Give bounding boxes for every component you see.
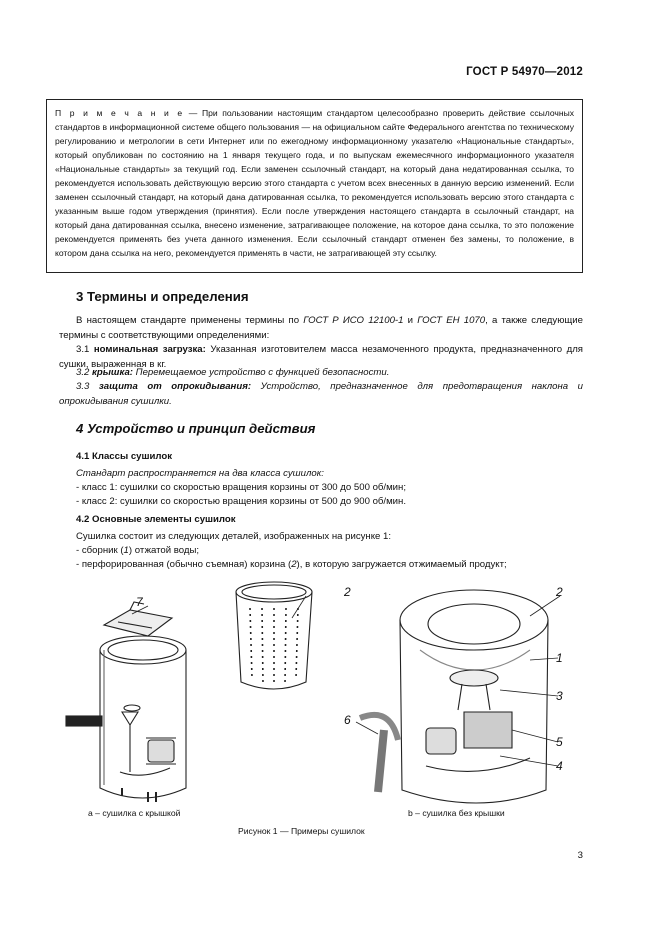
callout-3: 3 bbox=[556, 689, 563, 703]
dryer-without-lid-drawing bbox=[360, 590, 548, 803]
section-4-2-intro: Сушилка состоит из следующих деталей, изображенных на рисунке 1: bbox=[76, 531, 392, 542]
page-number: 3 bbox=[577, 850, 583, 861]
section-4-2-heading: 4.2 Основные элементы сушилок bbox=[76, 514, 236, 525]
dryer-with-lid-drawing bbox=[66, 602, 186, 802]
dryer-figure bbox=[60, 580, 590, 810]
basket-drawing bbox=[236, 582, 312, 689]
standard-code: ГОСТ Р 54970—2012 bbox=[466, 66, 583, 78]
callout-2-dryer: 2 bbox=[556, 585, 563, 599]
term-3-2: 3.2 крышка: Перемещаемое устройство с функцией безопасности. bbox=[76, 367, 390, 378]
callout-4: 4 bbox=[556, 759, 563, 773]
caption-a: а – сушилка с крышкой bbox=[88, 808, 181, 818]
section-4-heading: 4 Устройство и принцип действия bbox=[76, 421, 316, 436]
figure-caption: Рисунок 1 — Примеры сушилок bbox=[238, 826, 365, 836]
caption-b: b – сушилка без крышки bbox=[408, 808, 505, 818]
callout-6: 6 bbox=[344, 713, 351, 727]
note-label: П р и м е ч а н и е bbox=[55, 108, 185, 118]
section-3-heading: 3 Термины и определения bbox=[76, 289, 249, 304]
callout-1: 1 bbox=[556, 651, 563, 665]
callout-2-basket: 2 bbox=[344, 585, 351, 599]
element-basket-item: - перфорированная (обычно съемная) корзина (2), в которую загружается отжимаемый продукт; bbox=[76, 559, 507, 570]
class-1-item: - класс 1: сушилки со скоростью вращения корзины от 300 до 500 об/мин; bbox=[76, 482, 406, 493]
note-box bbox=[46, 99, 583, 273]
callout-7: 7 bbox=[136, 595, 143, 609]
callout-5: 5 bbox=[556, 735, 563, 749]
note-text: — При пользовании настоящим стандартом целесообразно проверить действие ссылочных стандартов в информационной системе общего пользования — на официальном сайте Федерального агентства по техническому регулированию и метрологии в сети Интернет или по ежегодному информационному указателю «Национальные стандарты», который опубликован по состоянию на 1 января текущего года, и по выпускам ежемесячного информационного указателя «Национальные стандарты» за текущий год. Если заменен ссылочный стандарт, на который дана недатированная ссылка, то рекомендуется использовать действующую версию этого стандарта с учетом всех внесенных в данную версию изменений. Если заменен ссылочный стандарт, на который дана датированная ссылка, то рекомендуется использовать версию этого стандарта с указанным выше годом утверждения (принятия). Если после утверждения настоящего стандарта в ссылочный стандарт, на который дана датированная ссылка, внесено изменение, затрагивающее положение, на которое дана ссылка, то это положение рекомендуется применять без учета данного изменения. Если ссылочный стандарт отменен без замены, то положение, в котором дана ссылка на него, рекомендуется применять в части, не затрагивающей эту ссылку. bbox=[55, 108, 574, 258]
term-3-3: 3.3 защита от опрокидывания: Устройство, предназначенное для предотвращения наклона и опрокидывания сушилки. bbox=[59, 381, 583, 407]
section-4-1-intro: Стандарт распространяется на два класса сушилок: bbox=[76, 468, 324, 479]
section-4-1-heading: 4.1 Классы сушилок bbox=[76, 451, 173, 462]
section-3-intro: В настоящем стандарте применены термины по ГОСТ Р ИСО 12100-1 и ГОСТ ЕН 1070, а также следующие термины с соответствующими определениями: bbox=[59, 315, 583, 341]
term-3-1: 3.1 номинальная загрузка: Указанная изготовителем масса незамоченного продукта, предназначенного для сушки, выраженная в кг. bbox=[59, 344, 583, 370]
class-2-item: - класс 2: сушилки со скоростью вращения корзины от 500 до 900 об/мин. bbox=[76, 496, 406, 507]
element-collector-item: - сборник (1) отжатой воды; bbox=[76, 545, 200, 556]
